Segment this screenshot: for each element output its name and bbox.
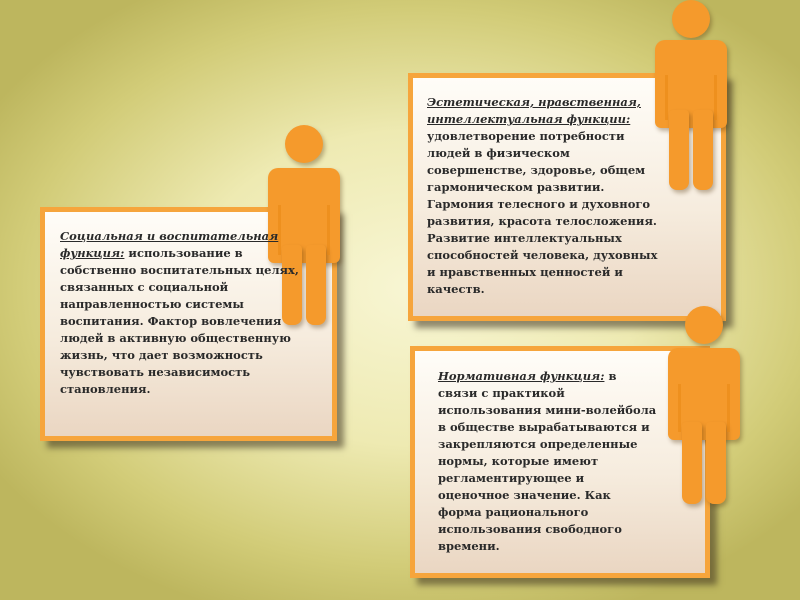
card-aesthetic-title: Эстетическая, нравственная, интеллектуальная функции: [427, 95, 641, 126]
card-social-body: использование в собственно воспитательных целях, связанных с социальной направленностью системы воспитания. Фактор вовлечения людей в активную общественную жизнь, что дает возможность чувствовать независимость становления. [60, 246, 299, 396]
card-social-title: Социальная и воспитательная функция: [60, 229, 279, 260]
card-normative-text [438, 368, 658, 555]
card-normative-body: в связи с практикой использования мини-волейбола в обществе вырабатываются и закрепляются определенные нормы, которые имеют регламентирующее и оценочное значение. Как форма рационального использования свободного времени. [438, 369, 657, 553]
card-aesthetic-text [427, 94, 664, 298]
card-social-text [60, 228, 305, 398]
card-aesthetic-body: удовлетворение потребности людей в физическом совершенстве, здоровье, общем гармоническом развитии. Гармония телесного и духовного развития, красота телосложения. Развитие интеллектуальных способностей человека, духовных и нравственных ценностей и качеств. [427, 129, 658, 296]
card-normative-title: Нормативная функция: [438, 369, 605, 383]
person-icon [668, 306, 740, 504]
person-icon [655, 0, 727, 190]
